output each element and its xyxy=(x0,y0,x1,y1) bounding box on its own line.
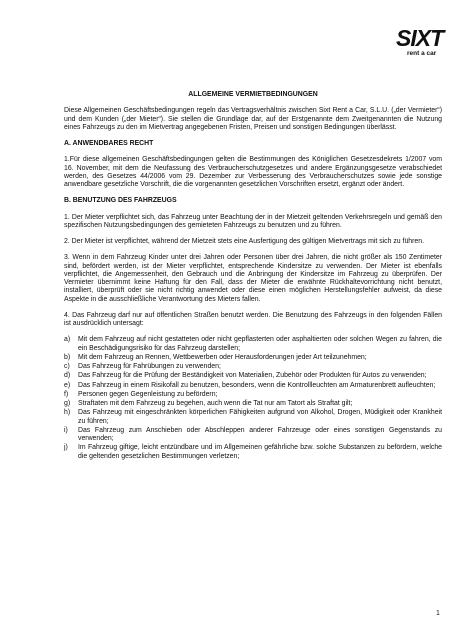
list-item-label: a) xyxy=(64,336,71,344)
section-a-heading: A. ANWENDBARES RECHT xyxy=(64,140,154,147)
list-item-label: h) xyxy=(64,409,71,417)
intro-paragraph: Diese Allgemeinen Geschäftsbedingungen regeln das Vertragsverhältnis zwischen Sixt Rent a Car, S.L.U. („der Vermieter“) und dem Kunden („der Mieter“). Sie stellen die Grundlage dar, auf der Erstgenannte dem Zweitgenannten die Nutzung eines Fahrzeugs zu den im Mietvertrag angegebenen Fristen, Preisen und sonstigen Bedingungen überlässt. xyxy=(64,107,442,131)
list-item-text: Das Fahrzeug zum Anschieben oder Abschleppen anderer Fahrzeuge oder eines sonstigen Gegenstands zu verwenden; xyxy=(78,426,442,442)
list-item-label: f) xyxy=(64,390,69,398)
list-item-text: Im Fahrzeug giftige, leicht entzündbare und im Allgemeinen gefährliche bzw. solche Substanzen zu befördern, welche die geltenden gesetzlichen Bestimmungen verletzen; xyxy=(78,444,442,460)
logo-wordmark: SIXT xyxy=(396,25,444,51)
section-b-paragraph-1: 1. Der Mieter verpflichtet sich, das Fahrzeug unter Beachtung der in der Mietzeit geltenden Verkehrsregeln und gemäß den spezifischen Nutzungsbedingungen des gemieteten Fahrzeugs zu benutzen und zu führen. xyxy=(64,213,442,229)
list-item-text: Mit dem Fahrzeug auf nicht gestatteten oder nicht gepflasterten oder asphaltierten oder solchen Wegen zu fahren, die ein Beschädigungsrisiko für das Fahrzeug darstellen; xyxy=(78,336,442,352)
section-b-paragraph-4: 4. Das Fahrzeug darf nur auf öffentlichen Straßen benutzt werden. Die Benutzung des Fahrzeugs in den folgenden Fällen ist ausdrücklich untersagt: xyxy=(64,311,442,327)
document-body xyxy=(64,91,442,462)
list-item-label: j) xyxy=(64,444,68,452)
section-b-heading: B. BENUTZUNG DES FAHRZEUGS xyxy=(64,197,177,205)
list-item xyxy=(64,400,442,408)
section-b-paragraph-3: 3. Wenn in dem Fahrzeug Kinder unter drei Jahren oder Personen über drei Jahren, die nicht größer als 150 Zentimeter sind, befördert werden, ist der Mieter verpflichtet, entsprechende Kindersitze zu verwenden. Der Mieter ist ebenfalls verpflichtet, die Angemessenheit, den Gebrauch und die Anbringung der Kindersitze im Fahrzeug zu überprüfen. Der Vermieter übernimmt keine Haftung für den Fall, dass der Mieter die erwähnte Rückhaltevorrichtung nicht benutzt, installiert, überprüft oder sie nicht richtig anwendet oder diese einen möglichen Herstellungsfehler aufweist, da diese Aspekte in die ausschließliche Verantwortung des Mieters fallen. xyxy=(64,254,442,303)
list-item-label: g) xyxy=(64,400,71,407)
prohibited-uses-list xyxy=(64,336,442,461)
list-item-label: i) xyxy=(64,426,68,434)
list-item-text: Mit dem Fahrzeug an Rennen, Wettbewerben oder Herausforderungen jeder Art teilzunehmen; xyxy=(78,353,367,361)
section-a-paragraph-1: 1.Für diese allgemeinen Geschäftsbedingungen gelten die Bestimmungen des Königlichen Gesetzesdekrets 1/2007 vom 16. November, mit dem die Neufassung des Verbraucherschutzgesetzes und andere Ergänzungsgesetze verabschiedet werden, des Gesetzes 44/2006 vom 29. Dezember zur Verbesserung des Verbraucherschutzes sowie jede sonstige anwendbare gesetzliche Vorschrift, die die vorgenannten gesetzlichen Vorschriften ersetzt, ergänzt oder ändert. xyxy=(64,156,442,188)
list-item-text: Das Fahrzeug für Fahrübungen zu verwenden; xyxy=(78,363,221,370)
list-item-text: Das Fahrzeug mit eingeschränkten körperlichen Fähigkeiten aufgrund von Alkohol, Drogen, Müdigkeit oder Krankheit zu führen; xyxy=(78,409,442,425)
list-item-label: d) xyxy=(64,372,71,380)
logo-tagline: rent a car xyxy=(407,50,437,57)
list-item xyxy=(64,382,442,390)
list-item xyxy=(64,363,442,371)
list-item-text: Das Fahrzeug in einem Risikofall zu benutzen, besonders, wenn die Kontrollleuchten am Armaturenbrett aufleuchten; xyxy=(78,381,436,389)
list-item-label: c) xyxy=(64,363,70,370)
section-b-paragraph-2: 2. Der Mieter ist verpflichtet, während der Mietzeit stets eine Ausfertigung des gültigen Mietvertrags mit sich zu führen. xyxy=(64,238,425,245)
list-item xyxy=(64,372,442,380)
list-item xyxy=(64,336,442,353)
sixt-logo xyxy=(396,27,446,61)
list-item xyxy=(64,354,442,362)
list-item xyxy=(64,391,442,399)
list-item xyxy=(64,444,442,461)
page-number: 1 xyxy=(436,610,440,617)
list-item-text: Das Fahrzeug für die Prüfung der Beständigkeit von Materialien, Zubehör oder Produkten für Autos zu verwenden; xyxy=(78,372,427,380)
list-item-label: b) xyxy=(64,353,71,361)
list-item-label: e) xyxy=(64,381,71,389)
document-title: ALLGEMEINE VERMIETBEDINGUNGEN xyxy=(188,91,318,98)
list-item xyxy=(64,409,442,426)
list-item-text: Straftaten mit dem Fahrzeug zu begehen, auch wenn die Tat nur am Tatort als Straftat gilt; xyxy=(78,400,353,407)
list-item xyxy=(64,427,442,444)
list-item-text: Personen gegen Gegenleistung zu befördern; xyxy=(78,390,218,398)
